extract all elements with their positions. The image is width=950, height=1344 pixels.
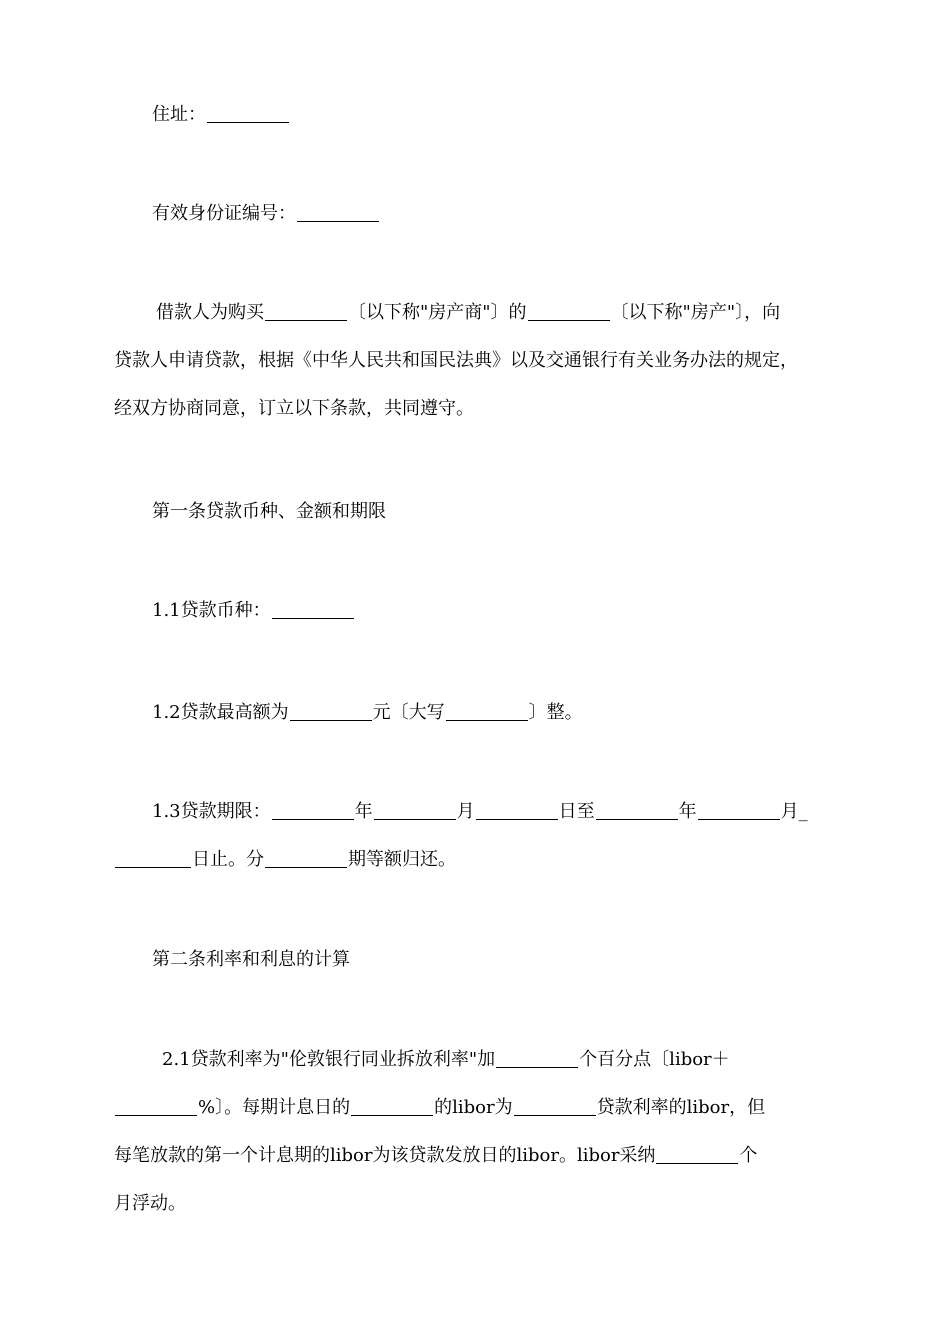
first-period-label: 每笔放款的第一个计息期的libor为该贷款发放日的libor。libor采纳	[114, 1145, 656, 1166]
year-label-2: 年	[678, 801, 697, 822]
intro-text-b: 〔以下称"房产商"〕的	[348, 302, 527, 323]
clause-1-1	[152, 587, 874, 635]
id-number-blank[interactable]	[297, 203, 379, 222]
id-number-label: 有效身份证编号：	[152, 203, 296, 224]
clause-1-2	[152, 689, 874, 737]
clause-2-1	[114, 1036, 836, 1228]
max-amount-label: 1.2贷款最高额为	[152, 702, 289, 723]
intro-line-2: 贷款人申请贷款，根据《中华人民共和国民法典》以及交通银行有关业务办法的规定，	[114, 350, 798, 371]
currency-label: 1.1贷款币种：	[152, 600, 271, 621]
intro-paragraph	[114, 289, 836, 433]
month-label-1: 月	[456, 801, 475, 822]
start-year-blank[interactable]	[272, 801, 354, 820]
clause-2-1-line-3	[114, 1132, 836, 1180]
amount-words-blank[interactable]	[446, 702, 528, 721]
address-line	[152, 91, 874, 139]
term-label: 1.3贷款期限：	[152, 801, 271, 822]
amount-words-label: 元〔大写	[372, 702, 445, 723]
intro-line-1	[114, 289, 836, 337]
property-blank[interactable]	[528, 302, 610, 321]
clause-1-3	[114, 788, 836, 884]
percentage-points-blank[interactable]	[496, 1049, 578, 1068]
libor-blank[interactable]	[514, 1097, 596, 1116]
interest-day-label: %〕。每期计息日的	[198, 1097, 351, 1118]
unit-label: 个	[739, 1145, 758, 1166]
day-to-label: 日至	[558, 801, 595, 822]
rate-label: 2.1贷款利率为"伦敦银行同业拆放利率"加	[162, 1049, 496, 1070]
intro-text-c: 〔以下称"房产"〕，向	[610, 302, 781, 323]
intro-text-a: 借款人为购买	[156, 302, 264, 323]
installments-label: 日止。分	[192, 849, 264, 870]
amount-suffix: 〕整。	[528, 702, 583, 723]
installments-blank[interactable]	[265, 849, 347, 868]
repayment-label: 期等额归还。	[348, 849, 456, 870]
end-month-blank[interactable]	[698, 801, 780, 820]
libor-plus-blank[interactable]	[115, 1097, 197, 1116]
libor-is-label: 的libor为	[434, 1097, 513, 1118]
clause-2-1-line-2	[114, 1084, 836, 1132]
address-blank[interactable]	[207, 104, 289, 123]
start-month-blank[interactable]	[374, 801, 456, 820]
clause-1-3-line-2	[114, 836, 836, 884]
libor-plus-label: 个百分点〔libor＋	[579, 1049, 730, 1070]
float-months-blank[interactable]	[656, 1145, 738, 1164]
intro-line-3: 经双方协商同意，订立以下条款，共同遵守。	[114, 398, 474, 419]
article-2-title: 第二条利率和利息的计算	[152, 949, 350, 970]
month-label-2: 月_	[780, 801, 808, 822]
year-label-1: 年	[354, 801, 373, 822]
article-1-title: 第一条贷款币种、金额和期限	[152, 501, 386, 522]
developer-blank[interactable]	[265, 302, 347, 321]
clause-2-1-line-1	[114, 1036, 836, 1084]
end-day-blank[interactable]	[115, 849, 191, 868]
clause-1-3-line-1	[114, 788, 836, 836]
interest-day-blank[interactable]	[351, 1097, 433, 1116]
amount-blank[interactable]	[290, 702, 372, 721]
id-number-line	[152, 190, 874, 238]
address-label: 住址：	[152, 104, 206, 125]
currency-blank[interactable]	[272, 600, 354, 619]
clause-2-1-line-4: 月浮动。	[114, 1193, 186, 1214]
libor-rate-label: 贷款利率的libor，但	[596, 1097, 766, 1118]
start-day-blank[interactable]	[476, 801, 558, 820]
end-year-blank[interactable]	[596, 801, 678, 820]
